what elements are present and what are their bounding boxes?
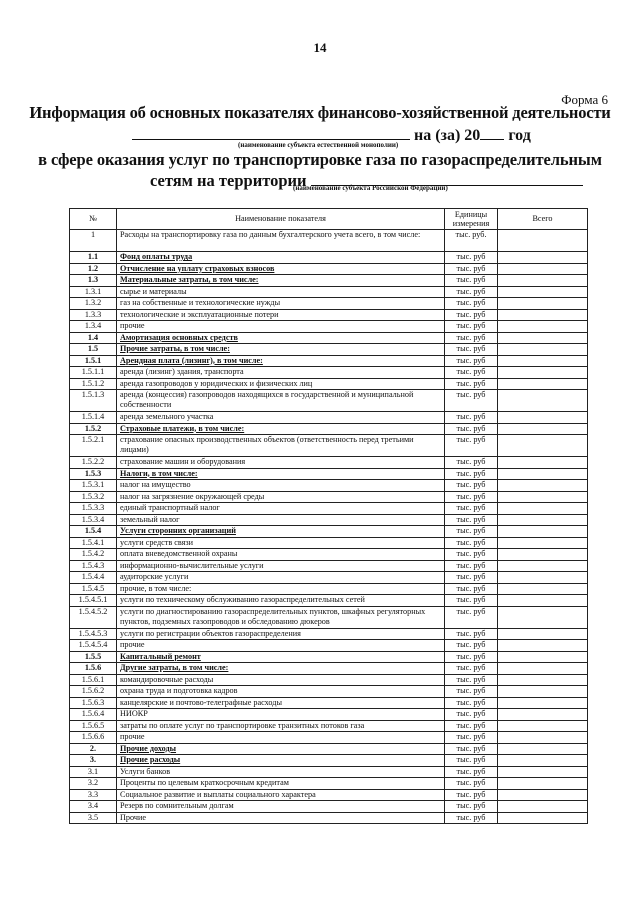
- row-unit: тыс. руб: [445, 468, 498, 480]
- row-name: аренда газопроводов у юридических и физических лиц: [117, 378, 445, 390]
- row-unit: тыс. руб: [445, 514, 498, 526]
- row-number: 3.3: [70, 789, 117, 801]
- row-unit: тыс. руб: [445, 628, 498, 640]
- row-number: 1.5.6.6: [70, 732, 117, 744]
- row-name: Проценты по целевым краткосрочным кредитам: [117, 778, 445, 790]
- table-row: [70, 549, 588, 561]
- row-unit: тыс. руб: [445, 298, 498, 310]
- row-total: [498, 686, 588, 698]
- row-number: 1.5.1.2: [70, 378, 117, 390]
- row-number: 2.: [70, 743, 117, 755]
- row-name: охрана труда и подготовка кадров: [117, 686, 445, 698]
- row-unit: тыс. руб: [445, 674, 498, 686]
- row-total: [498, 252, 588, 264]
- row-total: [498, 640, 588, 652]
- row-name: Фонд оплаты труда: [117, 252, 445, 264]
- row-number: 1.3: [70, 275, 117, 287]
- row-name: НИОКР: [117, 709, 445, 721]
- monopoly-caption: (наименование субъекта естественной монополии): [238, 141, 399, 149]
- row-number: 1.5.4.5: [70, 583, 117, 595]
- row-total: [498, 390, 588, 412]
- table-row: [70, 355, 588, 367]
- row-total: [498, 651, 588, 663]
- row-unit: тыс. руб: [445, 583, 498, 595]
- row-total: [498, 332, 588, 344]
- row-total: [498, 778, 588, 790]
- row-total: [498, 674, 588, 686]
- table-row: [70, 298, 588, 310]
- row-total: [498, 298, 588, 310]
- table-row: [70, 663, 588, 675]
- table-row: [70, 275, 588, 287]
- row-unit: тыс. руб: [445, 640, 498, 652]
- row-name: Капитальный ремонт: [117, 651, 445, 663]
- table-row: [70, 778, 588, 790]
- row-unit: тыс. руб: [445, 663, 498, 675]
- row-total: [498, 606, 588, 628]
- row-total: [498, 766, 588, 778]
- table-row: [70, 480, 588, 492]
- table-row: [70, 720, 588, 732]
- row-unit: тыс. руб: [445, 789, 498, 801]
- row-name: прочие: [117, 321, 445, 333]
- row-unit: тыс. руб: [445, 367, 498, 379]
- row-unit: тыс. руб: [445, 355, 498, 367]
- row-number: 1.5.4.5.4: [70, 640, 117, 652]
- table-row: [70, 503, 588, 515]
- row-number: 1.5.1.3: [70, 390, 117, 412]
- table-row: [70, 812, 588, 824]
- row-name: Услуги банков: [117, 766, 445, 778]
- row-number: 3.1: [70, 766, 117, 778]
- row-unit: тыс. руб: [445, 480, 498, 492]
- row-total: [498, 309, 588, 321]
- row-number: 1.5.2.1: [70, 435, 117, 457]
- title-line2-end: год: [504, 127, 531, 144]
- table-row: [70, 514, 588, 526]
- row-unit: тыс. руб: [445, 606, 498, 628]
- row-name: информационно-вычислительные услуги: [117, 560, 445, 572]
- row-unit: тыс. руб: [445, 766, 498, 778]
- row-number: 1.5.3: [70, 468, 117, 480]
- row-unit: тыс. руб: [445, 286, 498, 298]
- table-row: [70, 390, 588, 412]
- row-unit: тыс. руб: [445, 549, 498, 561]
- row-total: [498, 755, 588, 767]
- row-unit: тыс. руб: [445, 412, 498, 424]
- table-row: [70, 263, 588, 275]
- row-name: прочие: [117, 732, 445, 744]
- row-unit: тыс. руб: [445, 801, 498, 813]
- row-total: [498, 378, 588, 390]
- row-number: 1.5.6.2: [70, 686, 117, 698]
- row-name: услуги средств связи: [117, 537, 445, 549]
- row-number: 1.3.3: [70, 309, 117, 321]
- row-number: 3.4: [70, 801, 117, 813]
- row-name: командировочные расходы: [117, 674, 445, 686]
- row-number: 1.5.3.2: [70, 491, 117, 503]
- row-name: технологические и эксплуатационные потери: [117, 309, 445, 321]
- row-name: аудиторские услуги: [117, 572, 445, 584]
- row-name: Резерв по сомнительным долгам: [117, 801, 445, 813]
- header-total: Всего: [498, 209, 588, 230]
- row-total: [498, 263, 588, 275]
- table-row: [70, 651, 588, 663]
- table-row: [70, 309, 588, 321]
- row-unit: тыс. руб: [445, 526, 498, 538]
- row-total: [498, 709, 588, 721]
- row-number: 1.4: [70, 332, 117, 344]
- row-name: Налоги, в том числе:: [117, 468, 445, 480]
- monopoly-name-blank: [132, 125, 410, 140]
- table-body: [70, 230, 588, 824]
- row-total: [498, 583, 588, 595]
- table-header-row: [70, 209, 588, 230]
- row-name: Другие затраты, в том числе:: [117, 663, 445, 675]
- table-row: [70, 252, 588, 264]
- row-unit: тыс. руб: [445, 755, 498, 767]
- row-total: [498, 560, 588, 572]
- row-total: [498, 286, 588, 298]
- region-caption: (наименование субъекта Российской Федерации): [293, 184, 448, 192]
- table-row: [70, 595, 588, 607]
- table-row: [70, 789, 588, 801]
- row-total: [498, 628, 588, 640]
- row-total: [498, 344, 588, 356]
- table-row: [70, 766, 588, 778]
- header-num: №: [70, 209, 117, 230]
- row-number: 1.5.1: [70, 355, 117, 367]
- row-number: 1.3.2: [70, 298, 117, 310]
- row-unit: тыс. руб: [445, 503, 498, 515]
- table-row: [70, 367, 588, 379]
- row-name: газ на собственные и технологические нужды: [117, 298, 445, 310]
- row-number: 1.5.3.4: [70, 514, 117, 526]
- row-unit: тыс. руб: [445, 686, 498, 698]
- row-number: 1.5.6.3: [70, 697, 117, 709]
- table-row: [70, 457, 588, 469]
- row-number: 1.5.4: [70, 526, 117, 538]
- row-total: [498, 595, 588, 607]
- row-name: Услуги сторонних организаций: [117, 526, 445, 538]
- table-row: [70, 697, 588, 709]
- row-number: 1.1: [70, 252, 117, 264]
- row-number: 1: [70, 230, 117, 252]
- row-name: Прочие расходы: [117, 755, 445, 767]
- table-row: [70, 628, 588, 640]
- row-unit: тыс. руб: [445, 252, 498, 264]
- row-name: Амортизация основных средств: [117, 332, 445, 344]
- table-row: [70, 743, 588, 755]
- row-name: услуги по регистрации объектов газораспределения: [117, 628, 445, 640]
- row-name: земельный налог: [117, 514, 445, 526]
- table-row: [70, 732, 588, 744]
- row-number: 3.: [70, 755, 117, 767]
- row-number: 1.5.4.5.3: [70, 628, 117, 640]
- row-unit: тыс. руб: [445, 332, 498, 344]
- row-name: Страховые платежи, в том числе:: [117, 423, 445, 435]
- row-unit: тыс. руб: [445, 812, 498, 824]
- row-number: 1.5.6.5: [70, 720, 117, 732]
- row-total: [498, 275, 588, 287]
- row-name: канцелярские и почтово-телеграфные расходы: [117, 697, 445, 709]
- row-number: 1.2: [70, 263, 117, 275]
- row-unit: тыс. руб: [445, 537, 498, 549]
- row-total: [498, 367, 588, 379]
- row-unit: тыс. руб: [445, 778, 498, 790]
- row-total: [498, 743, 588, 755]
- row-unit: тыс. руб: [445, 491, 498, 503]
- table-row: [70, 332, 588, 344]
- row-total: [498, 423, 588, 435]
- row-name: затраты по оплате услуг по транспортировке транзитных потоков газа: [117, 720, 445, 732]
- table-row: [70, 801, 588, 813]
- row-total: [498, 468, 588, 480]
- row-number: 1.5.6.4: [70, 709, 117, 721]
- table-row: [70, 526, 588, 538]
- row-number: 1.5.6.1: [70, 674, 117, 686]
- table-row: [70, 378, 588, 390]
- row-number: 3.2: [70, 778, 117, 790]
- table-row: [70, 583, 588, 595]
- row-name: услуги по техническому обслуживанию газораспределительных сетей: [117, 595, 445, 607]
- table-row: [70, 286, 588, 298]
- row-unit: тыс. руб: [445, 560, 498, 572]
- table-row: [70, 468, 588, 480]
- row-unit: тыс. руб: [445, 732, 498, 744]
- header-unit: Единицы измерения: [445, 209, 498, 230]
- row-name: оплата вневедомственной охраны: [117, 549, 445, 561]
- row-unit: тыс. руб: [445, 344, 498, 356]
- row-total: [498, 480, 588, 492]
- row-name: налог на имущество: [117, 480, 445, 492]
- row-number: 1.5.4.4: [70, 572, 117, 584]
- row-number: 1.3.4: [70, 321, 117, 333]
- indicators-table: [69, 208, 588, 824]
- row-total: [498, 355, 588, 367]
- row-name: аренда земельного участка: [117, 412, 445, 424]
- row-total: [498, 457, 588, 469]
- table-row: [70, 755, 588, 767]
- row-name: сырье и материалы: [117, 286, 445, 298]
- row-unit: тыс. руб: [445, 709, 498, 721]
- row-name: прочие, в том числе:: [117, 583, 445, 595]
- row-unit: тыс. руб: [445, 697, 498, 709]
- row-name: аренда (лизинг) здания, транспорта: [117, 367, 445, 379]
- table-row: [70, 412, 588, 424]
- row-unit: тыс. руб: [445, 720, 498, 732]
- row-unit: тыс. руб: [445, 263, 498, 275]
- row-total: [498, 801, 588, 813]
- table-row: [70, 423, 588, 435]
- table-row: [70, 491, 588, 503]
- row-total: [498, 491, 588, 503]
- row-name: Материальные затраты, в том числе:: [117, 275, 445, 287]
- table-row: [70, 709, 588, 721]
- table-row: [70, 560, 588, 572]
- row-total: [498, 732, 588, 744]
- row-unit: тыс. руб: [445, 275, 498, 287]
- row-unit: тыс. руб: [445, 390, 498, 412]
- row-name: налог на загрязнение окружающей среды: [117, 491, 445, 503]
- row-number: 1.5.4.5.2: [70, 606, 117, 628]
- row-unit: тыс. руб: [445, 435, 498, 457]
- row-unit: тыс. руб: [445, 457, 498, 469]
- table-row: [70, 686, 588, 698]
- header-name: Наименование показателя: [117, 209, 445, 230]
- row-total: [498, 812, 588, 824]
- row-unit: тыс. руб: [445, 378, 498, 390]
- row-total: [498, 526, 588, 538]
- row-name: Прочие: [117, 812, 445, 824]
- row-total: [498, 514, 588, 526]
- row-number: 1.5.4.1: [70, 537, 117, 549]
- row-total: [498, 549, 588, 561]
- title-line4-prefix: сетям на территории: [150, 171, 311, 190]
- row-number: 1.5: [70, 344, 117, 356]
- row-number: 1.5.3.1: [70, 480, 117, 492]
- row-name: Социальное развитие и выплаты социального характера: [117, 789, 445, 801]
- row-unit: тыс. руб: [445, 743, 498, 755]
- row-name: единый транспортный налог: [117, 503, 445, 515]
- row-number: 1.3.1: [70, 286, 117, 298]
- row-total: [498, 412, 588, 424]
- row-unit: тыс. руб: [445, 321, 498, 333]
- row-number: 1.5.5: [70, 651, 117, 663]
- row-total: [498, 789, 588, 801]
- row-total: [498, 435, 588, 457]
- document-title-line1: Информация об основных показателях финансово-хозяйственной деятельности: [29, 103, 611, 122]
- row-name: услуги по диагностированию газораспределительных пунктов, шкафных регуляторных пунктов, подземных газопроводов и обследованию дюкеров: [117, 606, 445, 628]
- row-name: прочие: [117, 640, 445, 652]
- row-number: 1.5.3.3: [70, 503, 117, 515]
- table-row: [70, 572, 588, 584]
- table-row: [70, 606, 588, 628]
- row-number: 1.5.4.3: [70, 560, 117, 572]
- row-name: страхование опасных производственных объектов (ответственность перед третьими лицами): [117, 435, 445, 457]
- table-row: [70, 674, 588, 686]
- year-blank: [480, 125, 504, 140]
- table-row: [70, 640, 588, 652]
- row-total: [498, 697, 588, 709]
- table-row: [70, 344, 588, 356]
- row-total: [498, 230, 588, 252]
- row-name: Арендная плата (лизинг), в том числе:: [117, 355, 445, 367]
- row-name: Расходы на транспортировку газа по данным бухгалтерского учета всего, в том числе:: [117, 230, 445, 252]
- table-row: [70, 537, 588, 549]
- row-unit: тыс. руб.: [445, 230, 498, 252]
- row-name: Отчисление на уплату страховых взносов: [117, 263, 445, 275]
- row-total: [498, 720, 588, 732]
- form-label: Форма 6: [561, 92, 608, 107]
- row-number: 1.5.4.2: [70, 549, 117, 561]
- row-number: 1.5.2.2: [70, 457, 117, 469]
- row-name: Прочие доходы: [117, 743, 445, 755]
- row-total: [498, 537, 588, 549]
- table-row: [70, 435, 588, 457]
- row-unit: тыс. руб: [445, 572, 498, 584]
- row-name: аренда (концессия) газопроводов находящихся в государственной и муниципальной собственности: [117, 390, 445, 412]
- row-unit: тыс. руб: [445, 309, 498, 321]
- row-number: 1.5.1.1: [70, 367, 117, 379]
- row-number: 1.5.1.4: [70, 412, 117, 424]
- row-number: 3.5: [70, 812, 117, 824]
- row-name: страхование машин и оборудования: [117, 457, 445, 469]
- page-number: 14: [313, 40, 327, 55]
- document-title-line3: в сфере оказания услуг по транспортировке газа по газораспределительным: [38, 150, 602, 169]
- row-number: 1.5.2: [70, 423, 117, 435]
- row-unit: тыс. руб: [445, 595, 498, 607]
- row-total: [498, 572, 588, 584]
- row-unit: тыс. руб: [445, 651, 498, 663]
- table-row: [70, 321, 588, 333]
- row-total: [498, 663, 588, 675]
- row-unit: тыс. руб: [445, 423, 498, 435]
- row-total: [498, 503, 588, 515]
- table-row: [70, 230, 588, 252]
- row-number: 1.5.4.5.1: [70, 595, 117, 607]
- row-total: [498, 321, 588, 333]
- row-name: Прочие затраты, в том числе:: [117, 344, 445, 356]
- row-number: 1.5.6: [70, 663, 117, 675]
- title-line2-suffix: на (за) 20: [410, 127, 481, 144]
